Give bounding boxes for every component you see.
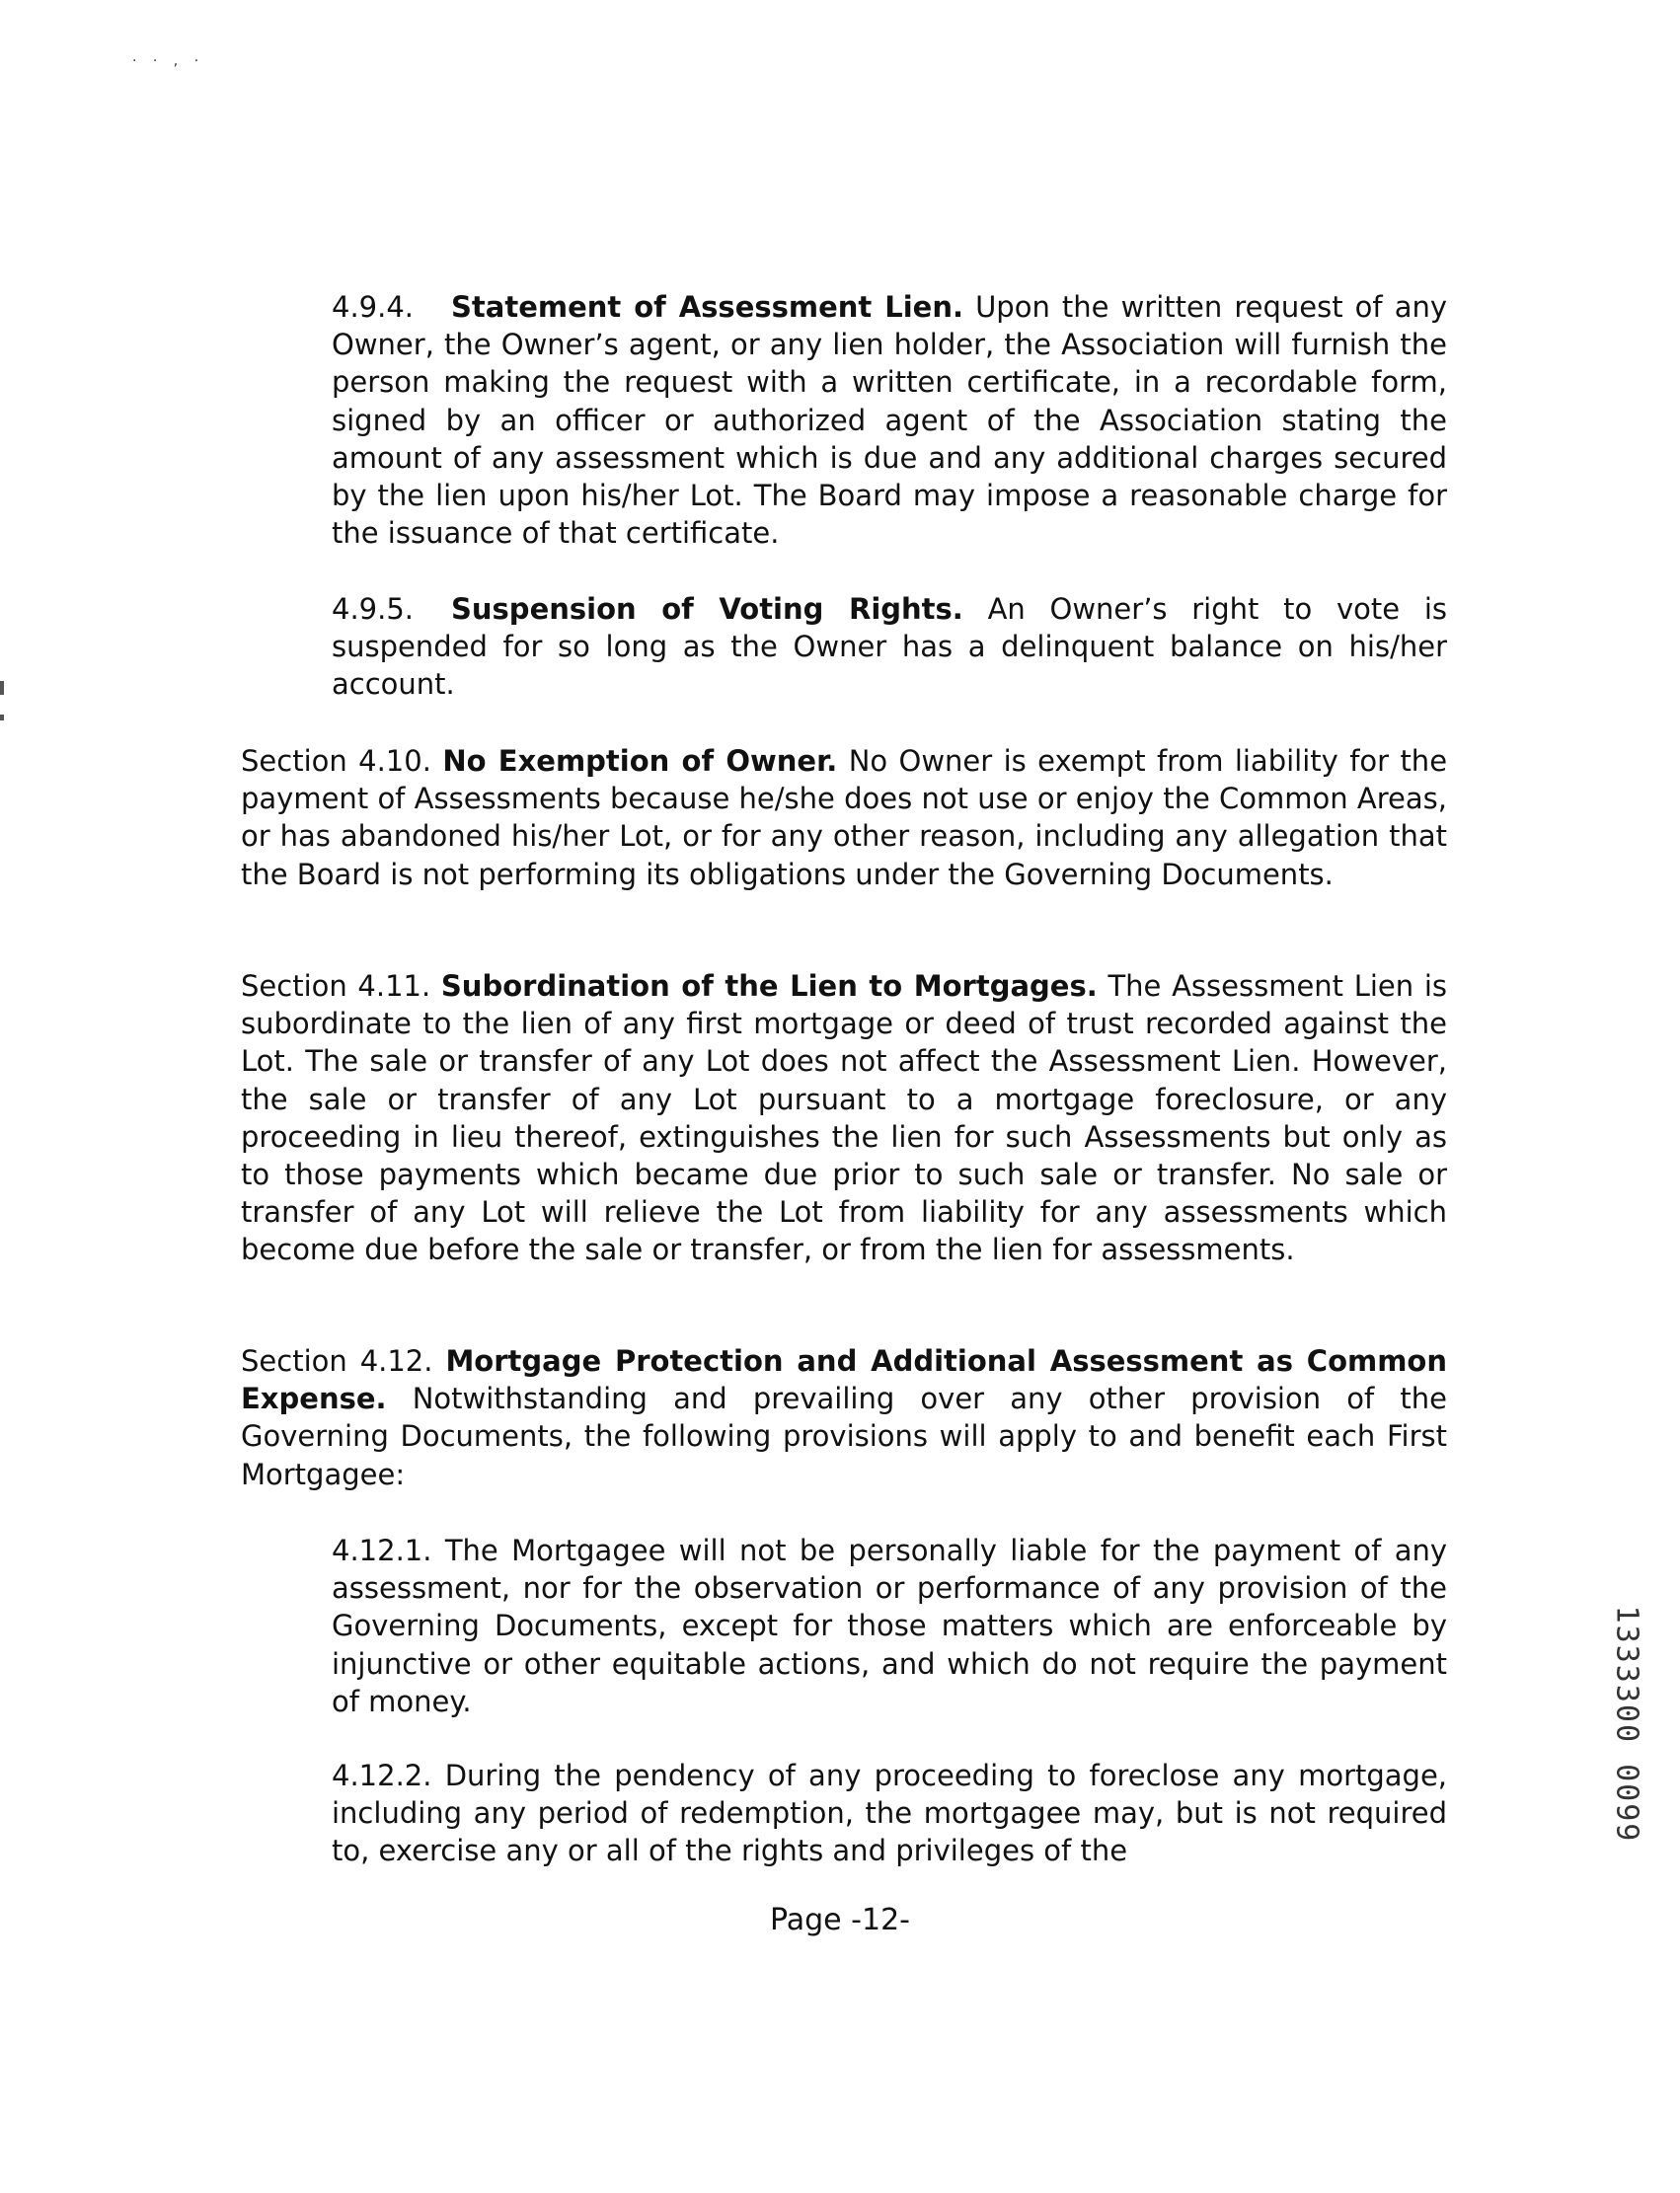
section-4-11	[241, 967, 1447, 1269]
section-body: No Owner is exempt from liability for the payment of Assessments because he/she does not use or enjoy the Common Areas, or has abandoned his/her Lot, or for any other reason, including any allegation that the Board is not performing its obligations under the Governing Documents.	[241, 744, 1448, 891]
recording-stamp	[1607, 1591, 1646, 1857]
section-4-12	[241, 1342, 1447, 1493]
scan-artifact-marks: · · , ·	[132, 53, 205, 69]
section-title: Subordination of the Lien to Mortgages.	[440, 969, 1098, 1003]
subsection-number: 4.12.1.	[332, 1534, 432, 1567]
section-title: No Exemption of Owner.	[442, 744, 838, 778]
section-body: The Assessment Lien is subordinate to the lien of any first mortgage or deed of trust recorded against the Lot. The sale or transfer of any Lot does not affect the Assessment Lien. However, the sale or transfer of any Lot pursuant to a mortgage foreclosure, or any proceeding in lieu thereof, extinguishes the lien for such Assessments but only as to those payments which became due prior to such sale or transfer. No sale or transfer of any Lot will relieve the Lot from liability for any assessments which become due before the sale or transfer, or from the lien for assessments.	[241, 969, 1448, 1267]
subsection-4-12-1	[332, 1532, 1447, 1720]
section-title: Mortgage Protection and Additional Assessment as Common Expense.	[241, 1344, 1447, 1416]
subsection-body: Upon the written request of any Owner, the Owner’s agent, or any lien holder, the Association will furnish the person making the request with a written certificate, in a recordable form, signed by an officer or authorized agent of the Association stating the amount of any assessment which is due and any additional charges secured by the lien upon his/her Lot. The Board may impose a reasonable charge for the issuance of that certificate.	[332, 290, 1448, 551]
subsection-number: 4.9.4.	[332, 290, 415, 324]
subsection-4-9-5	[332, 590, 1447, 704]
recording-stamp-number: 1333300 0099	[1609, 1605, 1644, 1844]
section-body: Notwithstanding and prevailing over any other provision of the Governing Documents, the following provisions will apply to and benefit each First Mortgagee:	[241, 1382, 1447, 1491]
scan-edge-mark	[0, 715, 4, 720]
subsection-number: 4.12.2.	[332, 1759, 432, 1792]
subsection-body: An Owner’s right to vote is suspended for so long as the Owner has a delinquent balance on his/her account.	[332, 592, 1447, 702]
section-number: Section 4.12.	[241, 1344, 433, 1378]
section-number: Section 4.10.	[241, 744, 431, 778]
subsection-title: Statement of Assessment Lien.	[451, 290, 963, 324]
scan-edge-mark	[0, 681, 4, 695]
section-number: Section 4.11.	[241, 969, 431, 1003]
subsection-body: During the pendency of any proceeding to foreclose any mortgage, including any period of redemption, the mortgagee may, but is not required to, exercise any or all of the rights and privileges of the	[332, 1759, 1448, 1868]
subsection-4-12-2	[332, 1757, 1447, 1870]
subsection-4-9-4	[332, 288, 1447, 552]
section-4-10	[241, 742, 1447, 893]
subsection-body: The Mortgagee will not be personally liable for the payment of any assessment, nor for the observation or performance of any provision of the Governing Documents, except for those matters which are enforceable by injunctive or other equitable actions, and which do not require the payment of money.	[332, 1534, 1448, 1718]
subsection-title: Suspension of Voting Rights.	[451, 592, 963, 626]
page-number: Page -12-	[770, 1903, 910, 1937]
subsection-number: 4.9.5.	[332, 592, 415, 626]
